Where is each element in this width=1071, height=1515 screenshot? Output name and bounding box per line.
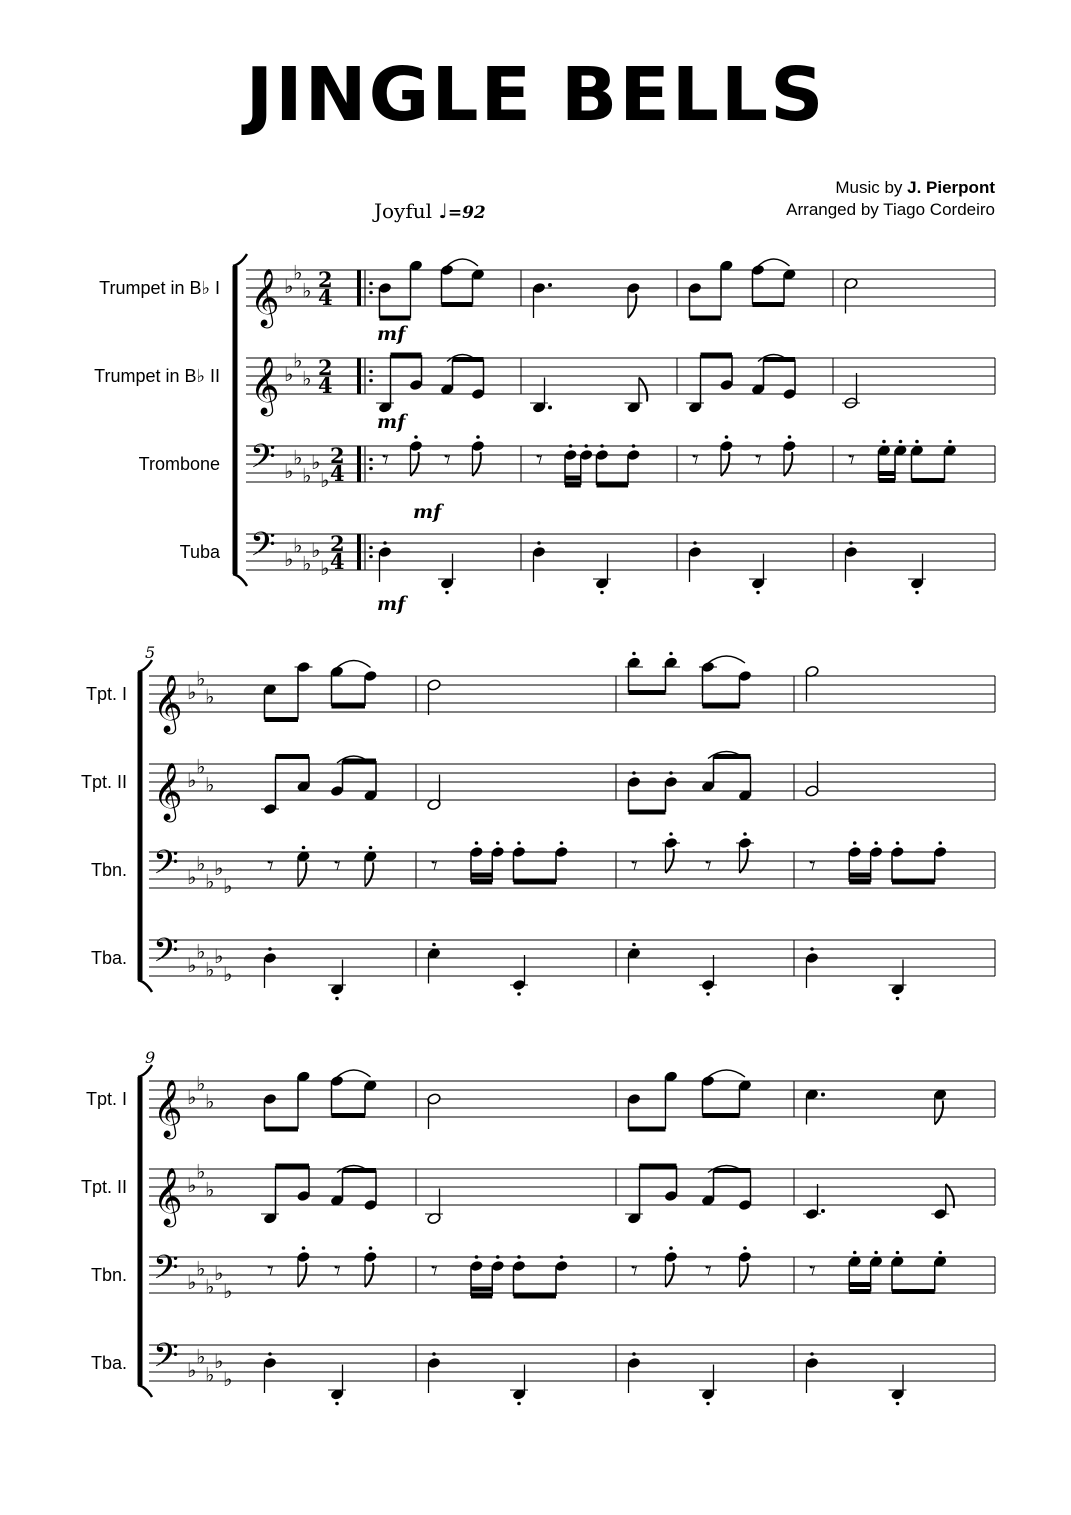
repeat-dot bbox=[369, 546, 373, 550]
eighth-rest-icon: 𝄾 bbox=[536, 445, 543, 475]
key-flat-icon: ♭ bbox=[311, 538, 321, 562]
staccato-dot bbox=[693, 541, 697, 545]
staccato-dot bbox=[632, 943, 636, 947]
augmentation-dot bbox=[821, 1093, 825, 1097]
staccato-dot bbox=[517, 841, 521, 845]
staccato-dot bbox=[853, 841, 857, 845]
dynamic-marking: mf bbox=[377, 323, 406, 345]
repeat-dot bbox=[369, 555, 373, 559]
key-flat-icon: ♭ bbox=[223, 874, 233, 898]
staccato-dot bbox=[496, 841, 500, 845]
eighth-rest-icon: 𝄾 bbox=[848, 445, 855, 475]
staccato-dot bbox=[632, 771, 636, 775]
staccato-dot bbox=[669, 832, 673, 836]
treble-clef-icon: 𝄞 bbox=[250, 356, 280, 414]
bass-clef-icon: 𝄢 bbox=[250, 438, 276, 484]
eighth-rest-icon: 𝄾 bbox=[755, 445, 762, 475]
key-flat-icon: ♭ bbox=[196, 851, 206, 876]
staccato-dot bbox=[445, 591, 449, 595]
time-sig-top: 2 bbox=[330, 531, 345, 556]
treble-clef-icon: 𝄞 bbox=[153, 1167, 183, 1225]
bracket-hook-bottom bbox=[233, 574, 247, 586]
time-sig-bottom: 4 bbox=[318, 285, 333, 310]
instrument-name: Tbn. bbox=[90, 1265, 127, 1285]
key-flat-icon: ♭ bbox=[187, 953, 197, 977]
slur bbox=[708, 656, 745, 663]
time-sig-bottom: 4 bbox=[330, 549, 345, 574]
eighth-rest-icon: 𝄾 bbox=[809, 851, 816, 881]
staccato-dot bbox=[810, 1352, 814, 1356]
staccato-dot bbox=[584, 444, 588, 448]
key-flat-icon: ♭ bbox=[205, 772, 215, 797]
tempo-bpm: =92 bbox=[447, 203, 486, 223]
slur bbox=[708, 1070, 745, 1077]
arranger-credit: Arranged by Tiago Cordeiro bbox=[786, 200, 995, 219]
staccato-dot bbox=[896, 1251, 900, 1255]
instrument-name: Tuba bbox=[179, 542, 220, 562]
staccato-dot bbox=[743, 1246, 747, 1250]
slur bbox=[337, 1070, 371, 1077]
note-flag bbox=[298, 863, 306, 887]
staccato-dot bbox=[882, 440, 886, 444]
key-flat-icon: ♭ bbox=[196, 939, 206, 964]
dynamic-marking: mf bbox=[413, 501, 442, 523]
staccato-dot bbox=[475, 841, 479, 845]
key-flat-icon: ♭ bbox=[223, 962, 233, 986]
staccato-dot bbox=[810, 947, 814, 951]
staccato-dot bbox=[706, 992, 710, 996]
eighth-rest-icon: 𝄾 bbox=[267, 1256, 274, 1286]
time-sig-top: 2 bbox=[330, 443, 345, 468]
staccato-dot bbox=[369, 1246, 373, 1250]
key-flat-icon: ♭ bbox=[205, 1177, 215, 1202]
slur bbox=[337, 661, 371, 668]
key-flat-icon: ♭ bbox=[311, 450, 321, 474]
staccato-dot bbox=[268, 947, 272, 951]
measure-number: 9 bbox=[145, 1048, 156, 1067]
staccato-dot bbox=[476, 435, 480, 439]
repeat-dot bbox=[369, 291, 373, 295]
key-flat-icon: ♭ bbox=[284, 362, 294, 386]
key-flat-icon: ♭ bbox=[187, 1270, 197, 1294]
note-flag bbox=[935, 1101, 943, 1125]
key-flat-icon: ♭ bbox=[187, 1085, 197, 1109]
eighth-rest-icon: 𝄾 bbox=[444, 445, 451, 475]
key-flat-icon: ♭ bbox=[214, 856, 224, 880]
key-flat-icon: ♭ bbox=[205, 1089, 215, 1114]
key-flat-icon: ♭ bbox=[293, 348, 303, 373]
bracket-hook-top bbox=[233, 254, 247, 266]
key-flat-icon: ♭ bbox=[196, 1159, 206, 1184]
staccato-dot bbox=[743, 832, 747, 836]
key-flat-icon: ♭ bbox=[214, 944, 224, 968]
treble-clef-icon: 𝄞 bbox=[153, 762, 183, 820]
treble-clef-icon: 𝄞 bbox=[250, 268, 280, 326]
key-flat-icon: ♭ bbox=[302, 278, 312, 303]
staccato-dot bbox=[849, 541, 853, 545]
key-flat-icon: ♭ bbox=[284, 459, 294, 483]
key-flat-icon: ♭ bbox=[187, 865, 197, 889]
key-flat-icon: ♭ bbox=[187, 1358, 197, 1382]
key-flat-icon: ♭ bbox=[302, 366, 312, 391]
measure-number: 5 bbox=[145, 643, 156, 662]
bracket-hook-bottom bbox=[138, 1385, 152, 1397]
key-flat-icon: ♭ bbox=[302, 463, 312, 488]
staccato-dot bbox=[600, 444, 604, 448]
staccato-dot bbox=[496, 1255, 500, 1259]
treble-clef-icon: 𝄞 bbox=[153, 674, 183, 732]
key-flat-icon: ♭ bbox=[293, 445, 303, 470]
note-flag bbox=[365, 863, 373, 887]
score-title: JINGLE BELLS bbox=[245, 52, 826, 138]
staccato-dot bbox=[302, 1246, 306, 1250]
staccato-dot bbox=[369, 846, 373, 850]
staccato-dot bbox=[414, 435, 418, 439]
eighth-rest-icon: 𝄾 bbox=[334, 1256, 341, 1286]
eighth-rest-icon: 𝄾 bbox=[431, 1256, 438, 1286]
eighth-rest-icon: 𝄾 bbox=[382, 445, 389, 475]
staccato-dot bbox=[432, 1352, 436, 1356]
staccato-dot bbox=[517, 1255, 521, 1259]
key-flat-icon: ♭ bbox=[320, 468, 330, 492]
staccato-dot bbox=[706, 1402, 710, 1406]
eighth-rest-icon: 𝄾 bbox=[267, 851, 274, 881]
staccato-dot bbox=[517, 1402, 521, 1406]
staccato-dot bbox=[632, 652, 636, 656]
staccato-dot bbox=[874, 1251, 878, 1255]
augmentation-dot bbox=[548, 283, 552, 287]
key-flat-icon: ♭ bbox=[223, 1279, 233, 1303]
instrument-name: Tpt. I bbox=[85, 1089, 127, 1109]
key-flat-icon: ♭ bbox=[196, 1071, 206, 1096]
key-flat-icon: ♭ bbox=[196, 754, 206, 779]
eighth-rest-icon: 𝄾 bbox=[431, 851, 438, 881]
bass-clef-icon: 𝄢 bbox=[153, 1337, 179, 1383]
staccato-dot bbox=[896, 1402, 900, 1406]
eighth-rest-icon: 𝄾 bbox=[809, 1256, 816, 1286]
bass-clef-icon: 𝄢 bbox=[250, 526, 276, 572]
key-flat-icon: ♭ bbox=[223, 1367, 233, 1391]
key-flat-icon: ♭ bbox=[196, 666, 206, 691]
key-flat-icon: ♭ bbox=[196, 1344, 206, 1369]
key-flat-icon: ♭ bbox=[205, 684, 215, 709]
time-sig-top: 2 bbox=[318, 355, 333, 380]
staccato-dot bbox=[302, 846, 306, 850]
staccato-dot bbox=[896, 997, 900, 1001]
instrument-name: Tpt. II bbox=[80, 772, 127, 792]
staccato-dot bbox=[383, 541, 387, 545]
repeat-dot bbox=[369, 282, 373, 286]
staccato-dot bbox=[432, 943, 436, 947]
treble-clef-icon: 𝄞 bbox=[153, 1079, 183, 1137]
dynamic-marking: mf bbox=[377, 593, 406, 615]
staccato-dot bbox=[560, 841, 564, 845]
bass-clef-icon: 𝄢 bbox=[153, 932, 179, 978]
key-flat-icon: ♭ bbox=[187, 680, 197, 704]
staccato-dot bbox=[335, 997, 339, 1001]
note-flag bbox=[639, 378, 647, 402]
staccato-dot bbox=[268, 1352, 272, 1356]
key-flat-icon: ♭ bbox=[187, 768, 197, 792]
time-sig-bottom: 4 bbox=[318, 373, 333, 398]
eighth-rest-icon: 𝄾 bbox=[705, 851, 712, 881]
staccato-dot bbox=[560, 1255, 564, 1259]
augmentation-dot bbox=[821, 1209, 825, 1213]
instrument-name: Tba. bbox=[90, 1353, 127, 1373]
repeat-dot bbox=[369, 370, 373, 374]
staccato-dot bbox=[874, 841, 878, 845]
quarter-note-icon: ♩ bbox=[438, 199, 448, 223]
staccato-dot bbox=[669, 1246, 673, 1250]
staccato-dot bbox=[899, 440, 903, 444]
augmentation-dot bbox=[548, 406, 552, 410]
key-flat-icon: ♭ bbox=[284, 547, 294, 571]
staccato-dot bbox=[537, 541, 541, 545]
eighth-rest-icon: 𝄾 bbox=[631, 1256, 638, 1286]
staccato-dot bbox=[948, 440, 952, 444]
instrument-name: Tba. bbox=[90, 948, 127, 968]
staccato-dot bbox=[632, 444, 636, 448]
eighth-rest-icon: 𝄾 bbox=[631, 851, 638, 881]
repeat-dot bbox=[369, 467, 373, 471]
key-flat-icon: ♭ bbox=[320, 556, 330, 580]
key-flat-icon: ♭ bbox=[284, 274, 294, 298]
instrument-name: Trumpet in B♭ II bbox=[94, 366, 220, 386]
time-sig-top: 2 bbox=[318, 267, 333, 292]
key-flat-icon: ♭ bbox=[214, 1349, 224, 1373]
key-flat-icon: ♭ bbox=[205, 957, 215, 982]
staccato-dot bbox=[915, 591, 919, 595]
staccato-dot bbox=[475, 1255, 479, 1259]
tempo-word: Joyful bbox=[374, 199, 433, 223]
repeat-dot bbox=[369, 458, 373, 462]
staccato-dot bbox=[725, 435, 729, 439]
key-flat-icon: ♭ bbox=[293, 533, 303, 558]
instrument-name: Tpt. I bbox=[85, 684, 127, 704]
instrument-name: Trumpet in B♭ I bbox=[99, 278, 220, 298]
eighth-rest-icon: 𝄾 bbox=[705, 1256, 712, 1286]
instrument-name: Tbn. bbox=[90, 860, 127, 880]
staccato-dot bbox=[517, 992, 521, 996]
key-flat-icon: ♭ bbox=[214, 1261, 224, 1285]
composer-name: J. Pierpont bbox=[907, 178, 995, 197]
key-flat-icon: ♭ bbox=[196, 1256, 206, 1281]
instrument-name: Tpt. II bbox=[80, 1177, 127, 1197]
composer-prefix: Music by bbox=[835, 178, 908, 197]
staccato-dot bbox=[335, 1402, 339, 1406]
staccato-dot bbox=[569, 444, 573, 448]
staccato-dot bbox=[600, 591, 604, 595]
staccato-dot bbox=[915, 440, 919, 444]
eighth-rest-icon: 𝄾 bbox=[334, 851, 341, 881]
key-flat-icon: ♭ bbox=[302, 551, 312, 576]
bass-clef-icon: 𝄢 bbox=[153, 1249, 179, 1295]
staccato-dot bbox=[669, 652, 673, 656]
dynamic-marking: mf bbox=[377, 411, 406, 433]
eighth-rest-icon: 𝄾 bbox=[692, 445, 699, 475]
staccato-dot bbox=[896, 841, 900, 845]
staccato-dot bbox=[853, 1251, 857, 1255]
key-flat-icon: ♭ bbox=[205, 1362, 215, 1387]
key-flat-icon: ♭ bbox=[205, 1274, 215, 1299]
key-flat-icon: ♭ bbox=[205, 869, 215, 894]
staccato-dot bbox=[788, 435, 792, 439]
bass-clef-icon: 𝄢 bbox=[153, 844, 179, 890]
staccato-dot bbox=[938, 841, 942, 845]
time-sig-bottom: 4 bbox=[330, 461, 345, 486]
key-flat-icon: ♭ bbox=[187, 1173, 197, 1197]
instrument-name: Trombone bbox=[138, 454, 220, 474]
bracket-hook-bottom bbox=[138, 980, 152, 992]
key-flat-icon: ♭ bbox=[293, 260, 303, 285]
slur bbox=[758, 259, 790, 266]
repeat-dot bbox=[369, 379, 373, 383]
staccato-dot bbox=[938, 1251, 942, 1255]
slur bbox=[447, 259, 478, 266]
staccato-dot bbox=[669, 771, 673, 775]
staccato-dot bbox=[756, 591, 760, 595]
staccato-dot bbox=[632, 1352, 636, 1356]
